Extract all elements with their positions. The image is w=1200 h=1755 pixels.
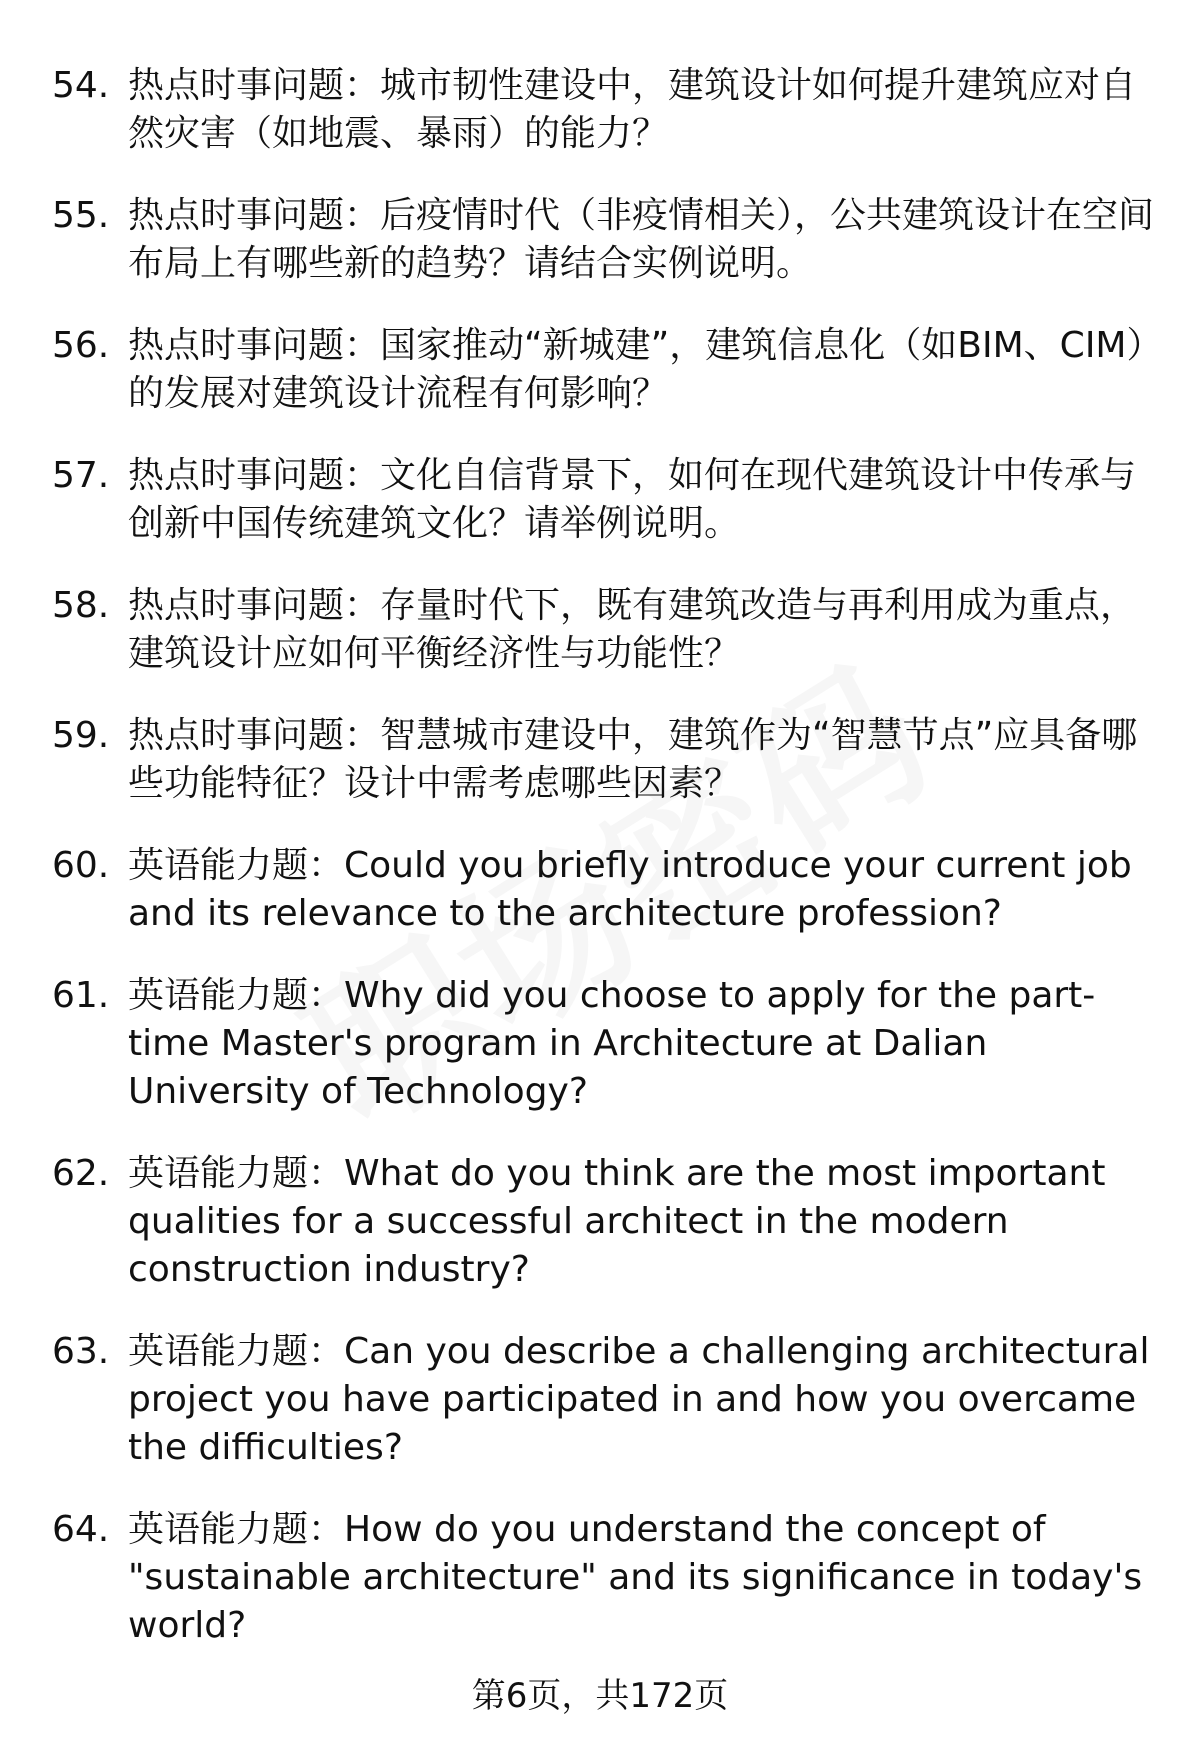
question-text-63: 英语能力题：Can you describe a challenging architectural project you have participated in and how you overcame the difficulties? — [128, 1331, 1150, 1468]
question-item-56 — [52, 322, 1162, 418]
question-text-56: 热点时事问题：国家推动“新城建”，建筑信息化（如BIM、CIM）的发展对建筑设计流程有何影响？ — [128, 325, 1145, 414]
question-number-57: 57. — [52, 455, 110, 496]
question-item-63 — [52, 1328, 1162, 1472]
question-number-64: 64. — [52, 1509, 110, 1550]
question-item-57 — [52, 452, 1162, 548]
question-number-54: 54. — [52, 65, 110, 106]
question-item-54 — [52, 62, 1162, 158]
question-item-55 — [52, 192, 1162, 288]
question-text-57: 热点时事问题：文化自信背景下，如何在现代建筑设计中传承与创新中国传统建筑文化？请举例说明。 — [128, 455, 1137, 544]
question-text-59: 热点时事问题：智慧城市建设中，建筑作为“智慧节点”应具备哪些功能特征？设计中需考虑哪些因素？ — [128, 715, 1138, 804]
question-text-55: 热点时事问题：后疫情时代（非疫情相关），公共建筑设计在空间布局上有哪些新的趋势？请结合实例说明。 — [128, 195, 1155, 284]
question-list — [52, 62, 1162, 1684]
question-item-58 — [52, 582, 1162, 678]
question-item-64 — [52, 1506, 1162, 1650]
question-text-61: 英语能力题：Why did you choose to apply for the part-time Master's program in Architecture at Dalian University of Technology? — [128, 975, 1096, 1112]
question-number-62: 62. — [52, 1153, 110, 1194]
question-text-54: 热点时事问题：城市韧性建设中，建筑设计如何提升建筑应对自然灾害（如地震、暴雨）的能力？ — [128, 65, 1137, 154]
question-number-56: 56. — [52, 325, 110, 366]
question-item-60 — [52, 842, 1162, 938]
page-footer: 第6页，共172页 — [471, 1676, 729, 1716]
question-item-62 — [52, 1150, 1162, 1294]
question-text-62: 英语能力题：What do you think are the most important qualities for a successful architect in the modern construction industry? — [128, 1153, 1106, 1290]
question-number-60: 60. — [52, 845, 110, 886]
question-number-61: 61. — [52, 975, 110, 1016]
question-number-59: 59. — [52, 715, 110, 756]
question-item-59 — [52, 712, 1162, 808]
question-number-63: 63. — [52, 1331, 110, 1372]
question-text-58: 热点时事问题：存量时代下，既有建筑改造与再利用成为重点，建筑设计应如何平衡经济性与功能性？ — [128, 585, 1137, 674]
question-text-60: 英语能力题：Could you briefly introduce your current job and its relevance to the architecture profession? — [128, 845, 1132, 934]
question-item-61 — [52, 972, 1162, 1116]
question-text-64: 英语能力题：How do you understand the concept of "sustainable architecture" and its significance in today's world? — [128, 1509, 1143, 1646]
question-number-55: 55. — [52, 195, 110, 236]
question-number-58: 58. — [52, 585, 110, 626]
